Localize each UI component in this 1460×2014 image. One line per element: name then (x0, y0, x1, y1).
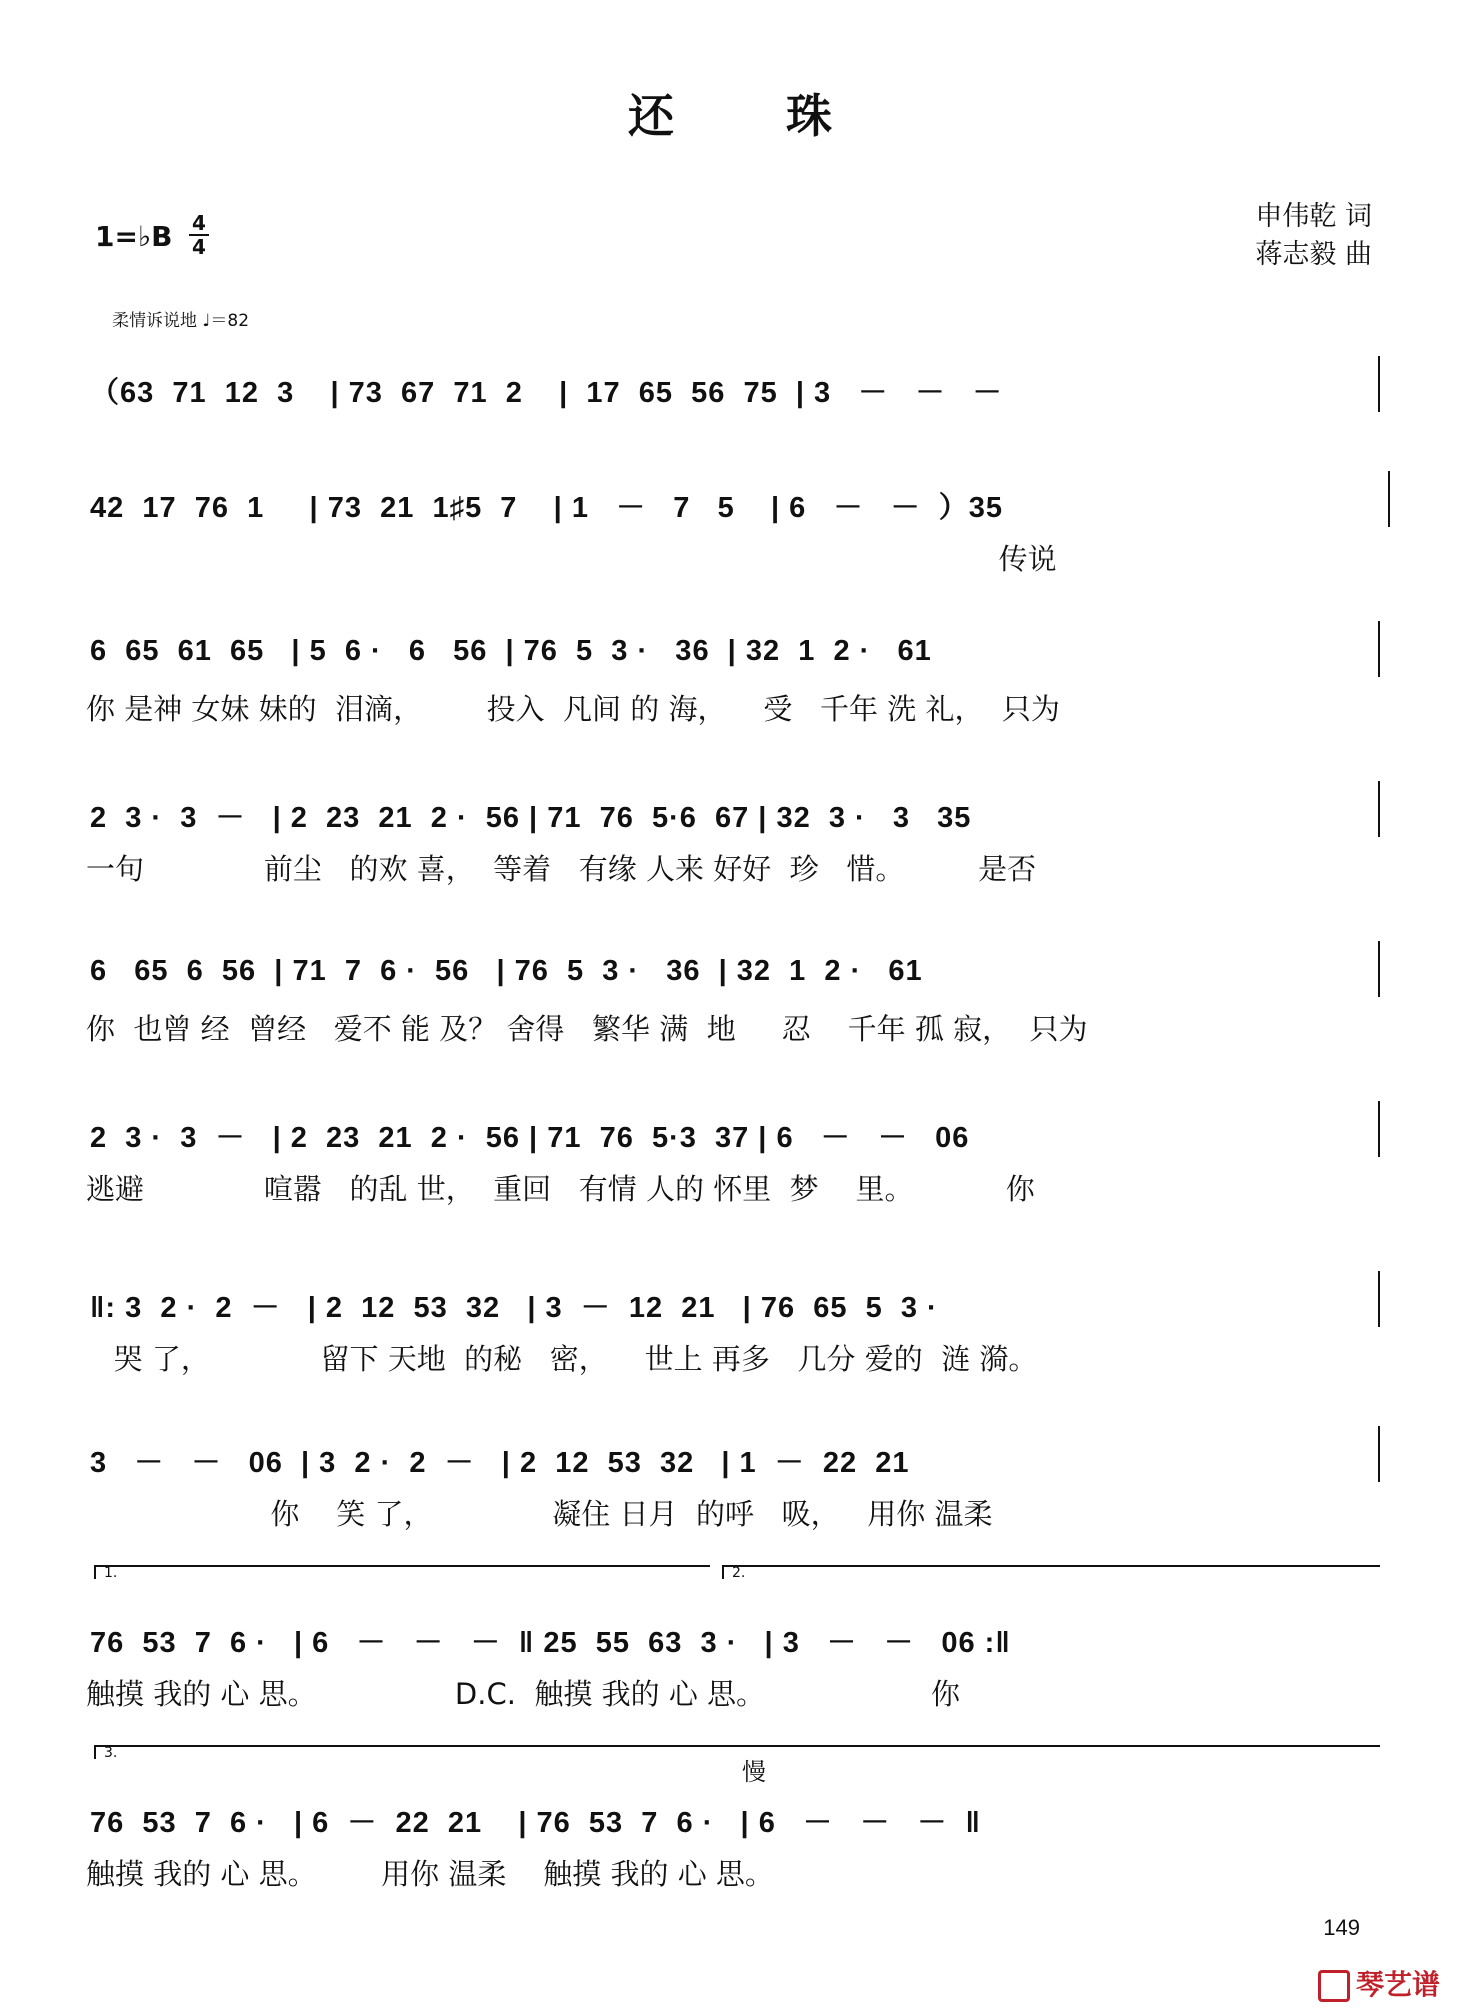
barline (1378, 781, 1380, 837)
key-signature: 1=♭B (95, 220, 173, 253)
notation: 6 65 6 56 | 71 7 6 · 56 | 76 5 3 · 36 | 32 1 2 · 61 (90, 955, 923, 987)
composer: 蒋志毅 曲 (1255, 239, 1372, 270)
notation: （63 71 12 3 | 73 67 71 2 | 17 65 56 75 | 3 － － － (90, 377, 1003, 409)
notation: 2 3 · 3 － | 2 23 21 2 · 56 | 71 76 5·3 37 | 6 － － 06 (90, 1122, 970, 1154)
notation: 42 17 76 1 | 73 21 1♯5 7 | 1 － 7 5 | 6 － － ）35 (90, 492, 1003, 524)
notation: 76 53 7 6 · | 6 － － － ‖ 25 55 63 3 · | 3 － － 06 :‖ (90, 1627, 1011, 1659)
lyrics: 传说 (86, 542, 1057, 576)
volta-bracket-2 (722, 1565, 1380, 1579)
logo-icon (1318, 1970, 1350, 2002)
volta-bracket-1 (94, 1565, 710, 1579)
barline (1378, 1426, 1380, 1482)
lyrics: 一句 前尘 的欢 喜， 等着 有缘 人来 好好 珍 惜。 是否 (86, 852, 1037, 886)
lyrics: 哭 了， 留下 天地 的秘 密， 世上 再多 几分 爱的 涟 漪。 (86, 1342, 1038, 1376)
song-title: 还 珠 (627, 89, 880, 143)
page-number: 149 (1323, 1915, 1360, 1940)
time-numerator: 4 (192, 211, 206, 235)
barline (1388, 471, 1390, 527)
volta-label: 2. (732, 1565, 746, 1581)
volta-label: 3. (104, 1745, 118, 1761)
time-denominator: 4 (192, 235, 206, 259)
credits (1255, 198, 1372, 274)
lyricist: 申伟乾 词 (1255, 201, 1372, 232)
site-logo (1318, 1963, 1440, 2003)
barline (1378, 941, 1380, 997)
notation: 76 53 7 6 · | 6 － 22 21 | 76 53 7 6 · | 6 － － － ‖ (90, 1807, 981, 1839)
notation: 3 － － 06 | 3 2 · 2 － | 2 12 53 32 | 1 － 22 21 (90, 1447, 910, 1479)
notation: 6 65 61 65 | 5 6 · 6 56 | 76 5 3 · 36 | 32 1 2 · 61 (90, 635, 932, 667)
tempo-marking: 柔情诉说地 ♩＝82 (112, 311, 250, 331)
slow-marking: 慢 (742, 1758, 766, 1786)
barline (1378, 621, 1380, 677)
lyrics: 你 是神 女妹 妹的 泪滴， 投入 凡间 的 海， 受 千年 洗 礼， 只为 (86, 692, 1060, 726)
volta-bracket-3 (94, 1745, 1380, 1759)
barline (1378, 356, 1380, 412)
lyrics: 你 笑 了， 凝住 日月 的呼 吸， 用你 温柔 (86, 1497, 993, 1531)
barline (1378, 1101, 1380, 1157)
time-signature (186, 212, 212, 258)
logo-text: 琴艺谱 (1355, 1968, 1440, 2001)
lyrics: 你 也曾 经 曾经 爱不 能 及？ 舍得 繁华 满 地 忍 千年 孤 寂， 只为 (86, 1012, 1088, 1046)
lyrics: 触摸 我的 心 思。 D.C. 触摸 我的 心 思。 你 (86, 1677, 960, 1711)
barline (1378, 1271, 1380, 1327)
volta-label: 1. (104, 1565, 118, 1581)
lyrics: 触摸 我的 心 思。 用你 温柔 触摸 我的 心 思。 (86, 1857, 774, 1891)
lyrics: 逃避 喧嚣 的乱 世， 重回 有情 人的 怀里 梦 里。 你 (86, 1172, 1035, 1206)
notation: 2 3 · 3 － | 2 23 21 2 · 56 | 71 76 5·6 67 | 32 3 · 3 35 (90, 802, 972, 834)
notation: ‖: 3 2 · 2 － | 2 12 53 32 | 3 － 12 21 | 76 65 5 3 · (90, 1292, 938, 1324)
